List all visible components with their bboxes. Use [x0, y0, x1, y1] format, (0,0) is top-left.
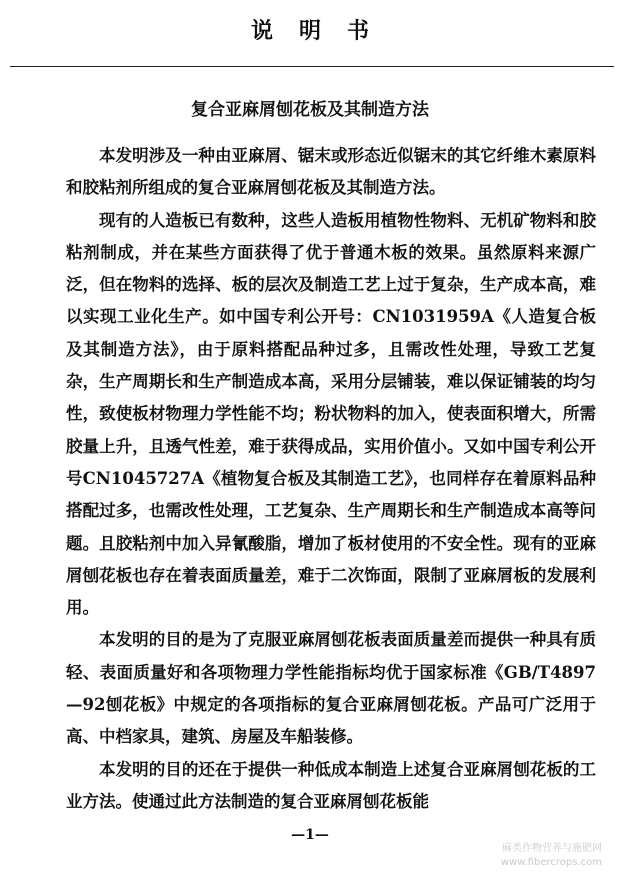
paragraph-2: 现有的人造板已有数种，这些人造板用植物性物料、无机矿物料和胶粘剂制成，并在某些方面获得了优于普通木板的效果。虽然原料来源广泛，但在物料的选择、板的层次及制造工艺上过于复杂，生产成本高，难以实现工业化生产。如中国专利公开号：CN1031959A《人造复合板及其制造方法》，由于原料搭配品种过多，且需改性处理，导致工艺复杂，生产周期长和生产制造成本高，采用分层铺装，难以保证铺装的均匀性，致使板材物理力学性能不均；粉状物料的加入，使表面积增大，所需胶量上升，且透气性差，难于获得成品，实用价值小。又如中国专利公开号CN1045727A《植物复合板及其制造工艺》，也同样存在着原料品种搭配过多，也需改性处理，工艺复杂、生产周期长和生产制造成本高等问题。且胶粘剂中加入异氰酸脂，增加了板材使用的不安全性。现有的亚麻屑刨花板也存在着表面质量差，难于二次饰面，限制了亚麻屑板的发展利用。 — [66, 210, 596, 618]
site-watermark — [472, 842, 602, 870]
paragraph-3: 本发明的目的是为了克服亚麻屑刨花板表面质量差而提供一种具有质轻、表面质量好和各项物理力学性能指标均优于国家标准《GB/T4897—92刨花板》中规定的各项指标的复合亚麻屑刨花板。产品可广泛用于高、中档家具，建筑、房屋及车船装修。 — [66, 630, 596, 747]
document-body — [66, 140, 596, 818]
header-title: 说明书 — [250, 18, 395, 44]
watermark-site-name: 麻类作物营养与施肥网 — [502, 843, 602, 854]
paragraph-4: 本发明的目的还在于提供一种低成本制造上述复合亚麻屑刨花板的工业方法。使通过此方法制造的复合亚麻屑刨花板能 — [66, 759, 596, 811]
header-divider — [10, 66, 614, 67]
paragraph-1: 本发明涉及一种由亚麻屑、锯末或形态近似锯末的其它纤维木素原料和胶粘剂所组成的复合亚麻屑刨花板及其制造方法。 — [66, 146, 596, 198]
document-title: 复合亚麻屑刨花板及其制造方法 — [191, 100, 429, 120]
watermark-url: www.fibercrops.com — [500, 857, 602, 868]
page-number: —1— — [291, 827, 329, 843]
